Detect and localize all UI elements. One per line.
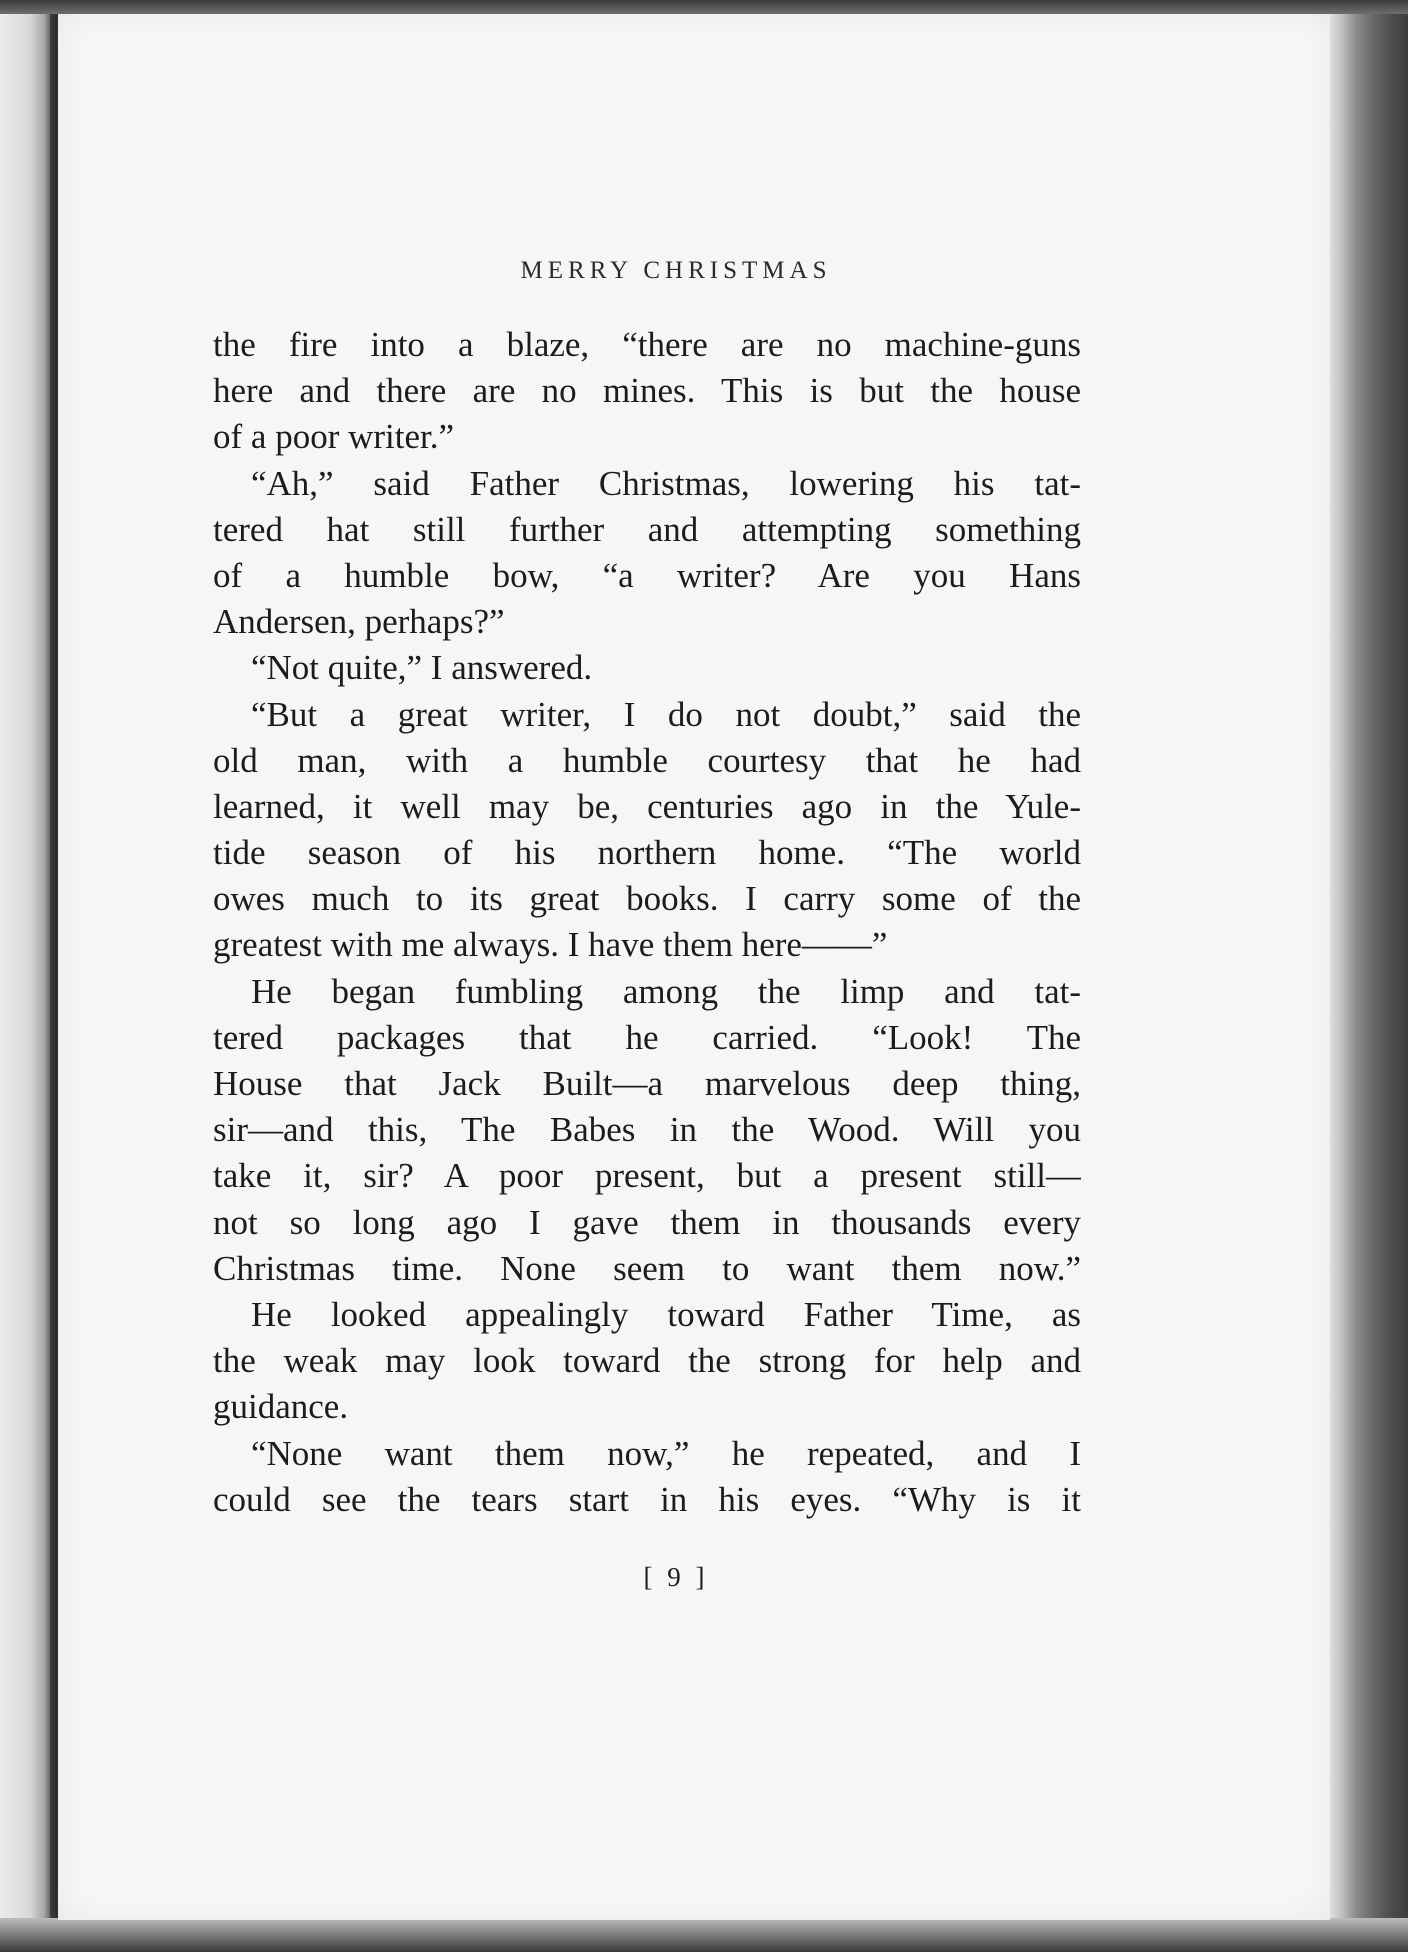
text-line: not so long ago I gave them in thousands every — [213, 1202, 1081, 1242]
text-line: “Ah,” said Father Christmas, lowering his tat- — [251, 463, 1081, 503]
facing-page-edge — [0, 0, 50, 1952]
page-edge-top — [0, 0, 1408, 14]
text-line: could see the tears start in his eyes. “Why is it — [213, 1479, 1081, 1519]
text-line: “But a great writer, I do not doubt,” said the — [251, 694, 1081, 734]
text-line: House that Jack Built—a marvelous deep thing, — [213, 1064, 1081, 1103]
text-line: sir—and this, The Babes in the Wood. Will you — [213, 1110, 1081, 1150]
text-line: tide season of his northern home. “The world — [213, 833, 1081, 873]
text-line: of a humble bow, “a writer? Are you Hans — [213, 555, 1081, 595]
text-line: greatest with me always. I have them here——” — [213, 925, 888, 965]
text-line: learned, it well may be, centuries ago in the Yule- — [213, 786, 1081, 826]
text-line: He looked appealingly toward Father Time, as — [251, 1294, 1081, 1334]
text-line: Christmas time. None seem to want them now.” — [213, 1248, 1081, 1288]
body-text — [213, 322, 1081, 1523]
page-edge-bottom — [0, 1918, 1408, 1952]
text-line: of a poor writer.” — [213, 417, 455, 457]
book-page — [58, 14, 1330, 1920]
text-line: guidance. — [213, 1387, 349, 1427]
text-line: Andersen, perhaps?” — [213, 602, 505, 642]
page-number: [ 9 ] — [643, 1562, 709, 1592]
running-head: MERRY CHRISTMAS — [520, 257, 832, 284]
page-edge-right — [1320, 0, 1408, 1952]
text-line: here and there are no mines. This is but the house — [213, 371, 1081, 411]
text-line: tered packages that he carried. “Look! The — [213, 1017, 1081, 1057]
text-line: take it, sir? A poor present, but a present still— — [213, 1156, 1081, 1196]
text-line: owes much to its great books. I carry some of the — [213, 879, 1081, 919]
text-line: old man, with a humble courtesy that he had — [213, 740, 1081, 780]
text-line: the fire into a blaze, “there are no machine-guns — [213, 325, 1081, 364]
text-line: tered hat still further and attempting something — [213, 509, 1081, 549]
text-line: “Not quite,” I answered. — [251, 648, 593, 688]
text-line: He began fumbling among the limp and tat- — [251, 971, 1081, 1011]
text-line: the weak may look toward the strong for help and — [213, 1341, 1081, 1381]
text-line: “None want them now,” he repeated, and I — [251, 1433, 1081, 1473]
